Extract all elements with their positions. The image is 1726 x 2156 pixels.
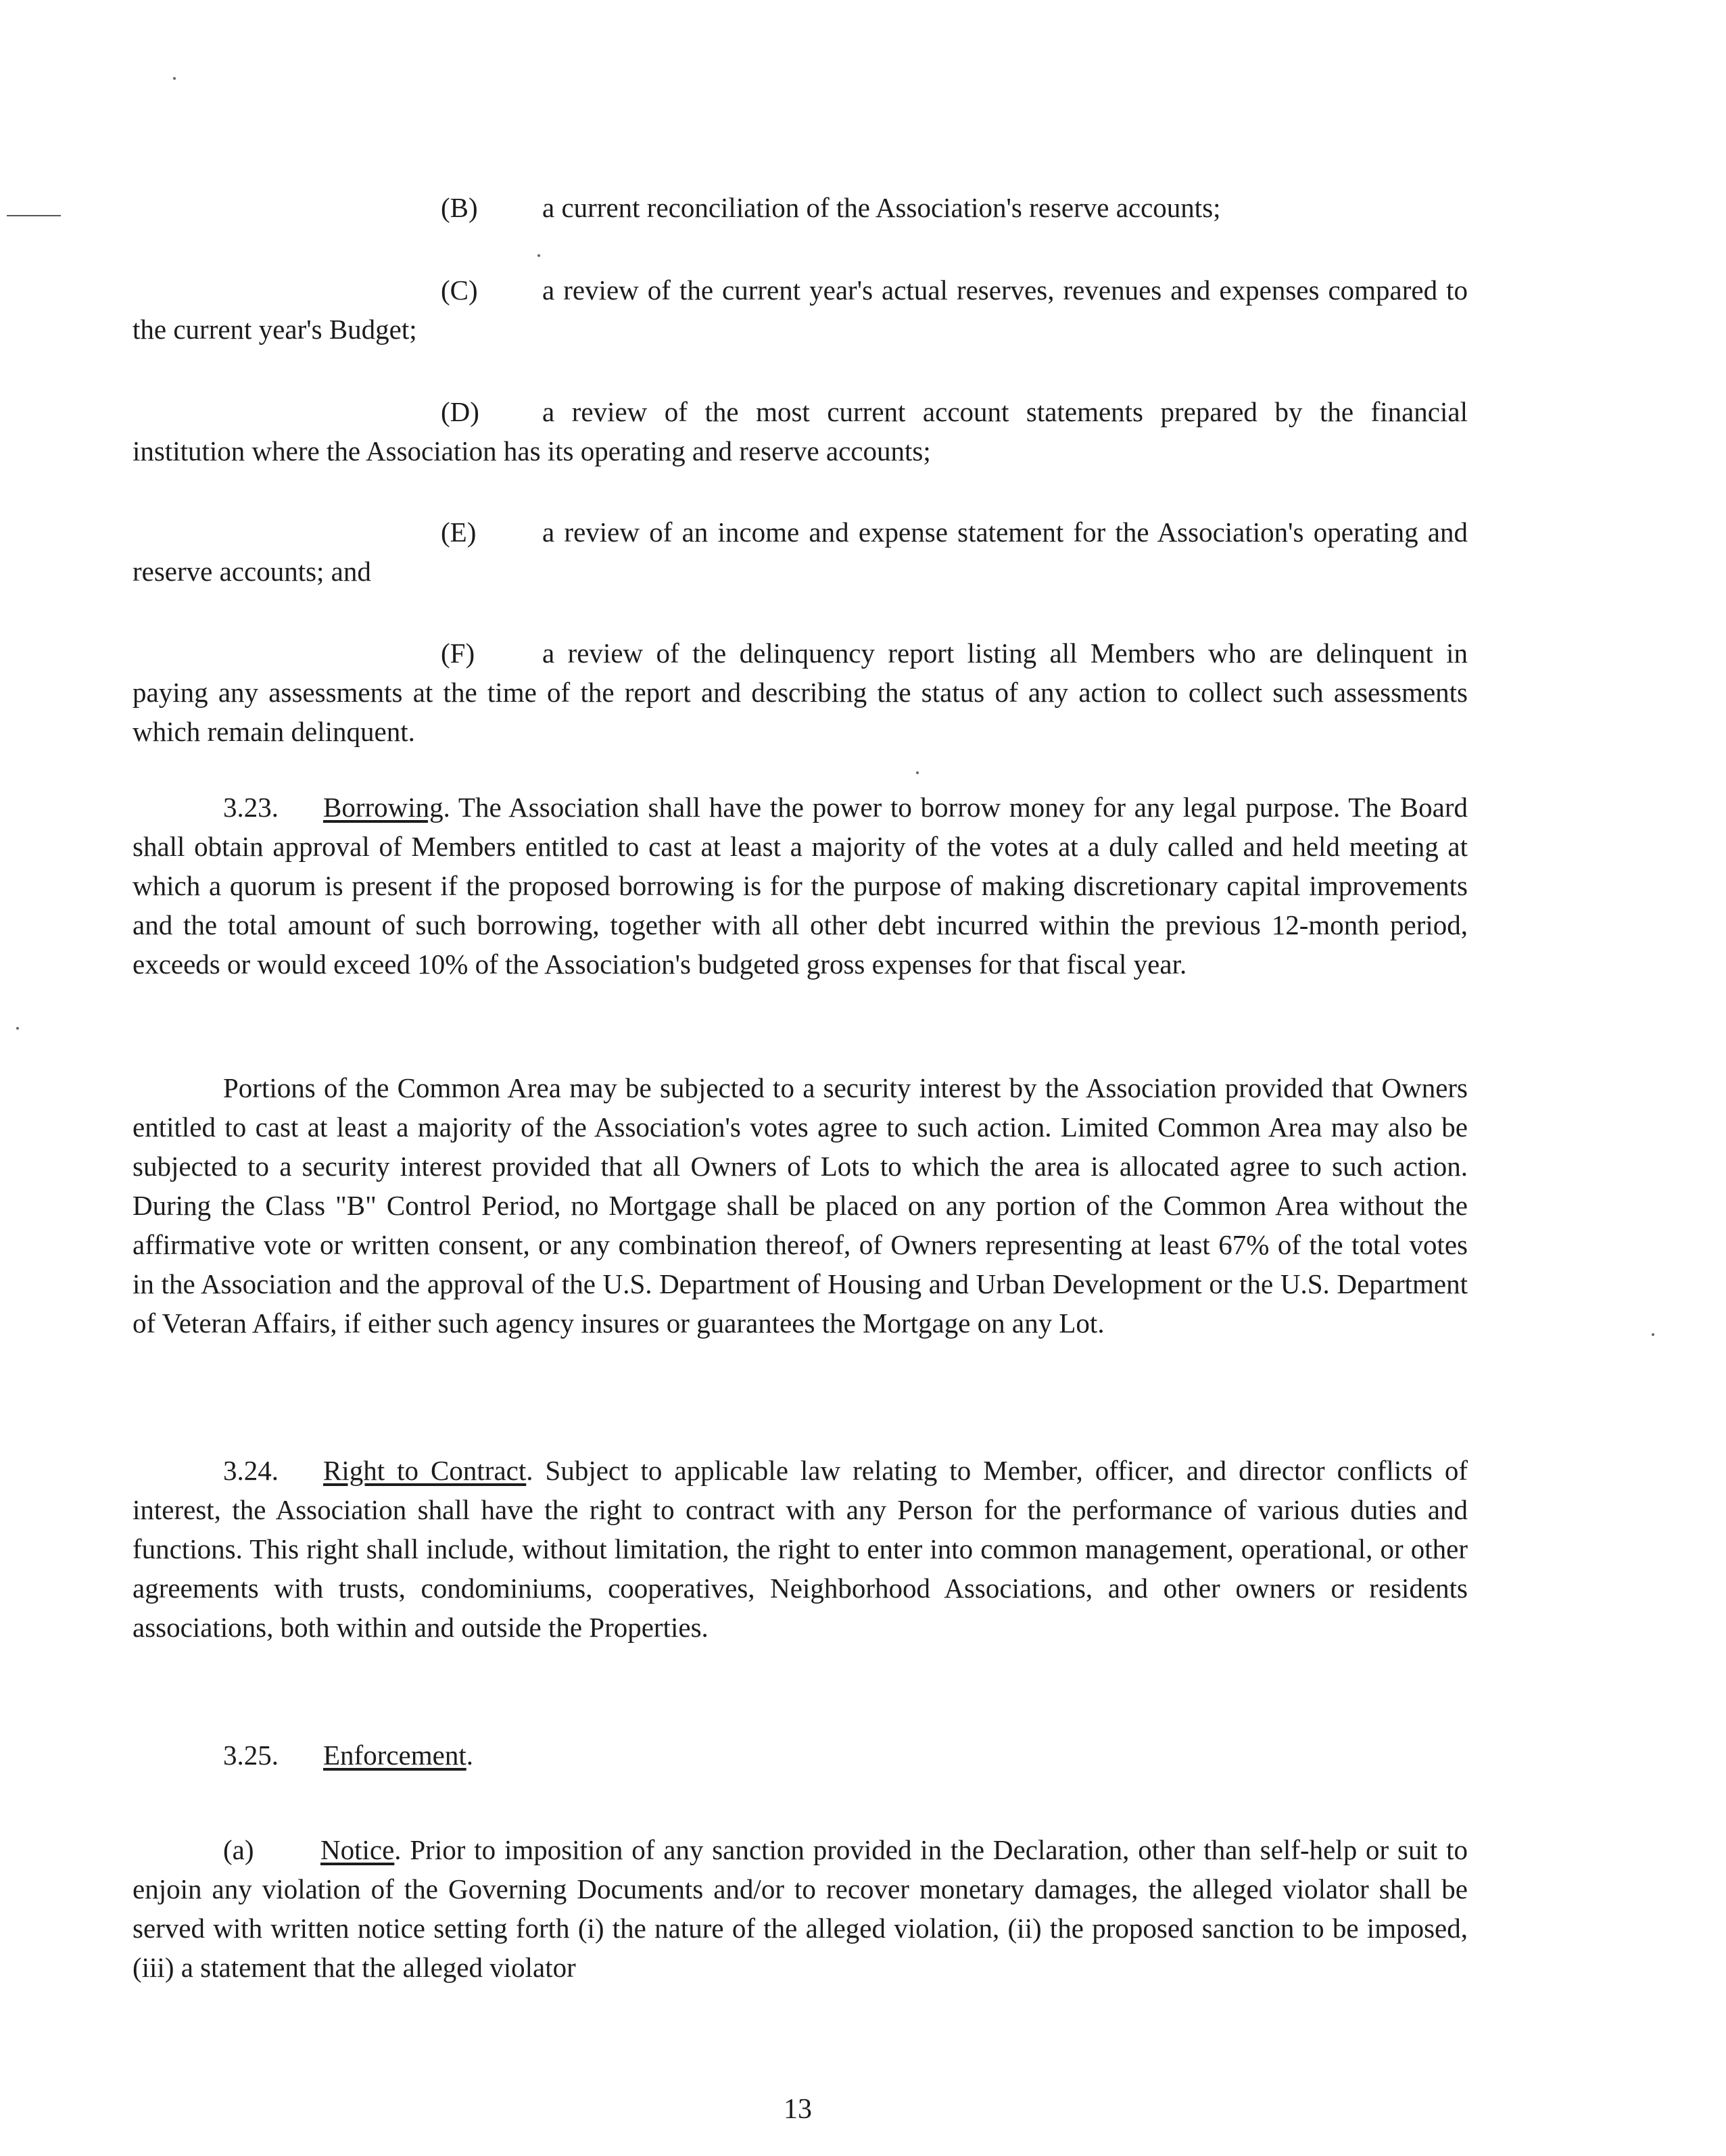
item-d: [133, 392, 1468, 471]
scan-edge-mark: [7, 215, 61, 216]
item-text: a review of the current year's actual reserves, revenues and expenses compared to the current year's Budget;: [133, 274, 1468, 345]
section-3-25: [133, 1735, 1468, 1775]
item-text: a current reconciliation of the Association's reserve accounts;: [542, 192, 1221, 223]
section-heading: Right to Contract: [323, 1455, 527, 1486]
scan-speck: [916, 771, 919, 774]
item-text: a review of the most current account statements prepared by the financial institution where the Association has its operating and reserve accounts;: [133, 396, 1468, 466]
scan-speck: [16, 1027, 19, 1030]
item-label: (D): [441, 396, 479, 427]
section-heading: Borrowing: [323, 792, 444, 823]
scan-speck: [537, 254, 540, 257]
section-3-23: [133, 788, 1468, 984]
section-number: 3.25.: [223, 1740, 279, 1771]
item-e: [133, 512, 1468, 591]
item-text: a review of an income and expense statement for the Association's operating and reserve accounts; and: [133, 517, 1468, 587]
item-label: (C): [441, 274, 478, 306]
scan-speck: [1652, 1333, 1654, 1336]
subsection-label: (a): [223, 1834, 254, 1865]
section-heading-tail: .: [466, 1740, 473, 1771]
section-number: 3.23.: [223, 792, 279, 823]
subsection-heading: Notice: [320, 1834, 395, 1865]
section-number: 3.24.: [223, 1455, 279, 1486]
item-label: (B): [441, 192, 478, 223]
section-3-24: [133, 1451, 1468, 1647]
item-text: a review of the delinquency report listing all Members who are delinquent in paying any assessments at the time of the report and describing the status of any action to collect such assessments which remain delinquent.: [133, 638, 1468, 747]
item-label: (E): [441, 517, 477, 548]
section-heading: Enforcement: [323, 1740, 466, 1771]
common-area-paragraph: Portions of the Common Area may be subjected to a security interest by the Association provided that Owners entitled to cast at least a majority of the Association's votes agree to such action. Limited Common Area may also be subjected to a security interest provided that all Owners of Lots to which the area is allocated agree to such action. During the Class "B" Control Period, no Mortgage shall be placed on any portion of the Common Area without the affirmative vote or written consent, or any combination thereof, of Owners representing at least 67% of the total votes in the Association and the approval of the U.S. Department of Housing and Urban Development or the U.S. Department of Veteran Affairs, if either such agency insures or guarantees the Mortgage on any Lot.: [133, 1072, 1468, 1339]
scan-speck: [173, 77, 176, 80]
subsection-3-25-a: [133, 1830, 1468, 1987]
item-c: [133, 270, 1468, 349]
page-number: 13: [784, 2094, 812, 2125]
subsection-text: . Prior to imposition of any sanction provided in the Declaration, other than self-help or suit to enjoin any violation of the Governing Documents and/or to recover monetary damages, the alleged violator shall be served with written notice setting forth (i) the nature of the alleged violation, (ii) the proposed sanction to be imposed, (iii) a statement that the alleged violator: [133, 1834, 1468, 1983]
item-label: (F): [441, 638, 475, 669]
section-text: . The Association shall have the power to borrow money for any legal purpose. The Board shall obtain approval of Members entitled to cast at least a majority of the votes at a duly called and held meeting at which a quorum is present if the proposed borrowing is for the purpose of making discretionary capital improvements and the total amount of such borrowing, together with all other debt incurred within the previous 12-month period, exceeds or would exceed 10% of the Association's budgeted gross expenses for that fiscal year.: [133, 792, 1468, 980]
item-f: [133, 633, 1468, 751]
section-text: . Subject to applicable law relating to Member, officer, and director conflicts of interest, the Association shall have the right to contract with any Person for the performance of various duties and functions. This right shall include, without limitation, the right to enter into common management, operational, or other agreements with trusts, condominiums, cooperatives, Neighborhood Associations, and other owners or residents associations, both within and outside the Properties.: [133, 1455, 1468, 1643]
item-b: [133, 188, 1468, 227]
